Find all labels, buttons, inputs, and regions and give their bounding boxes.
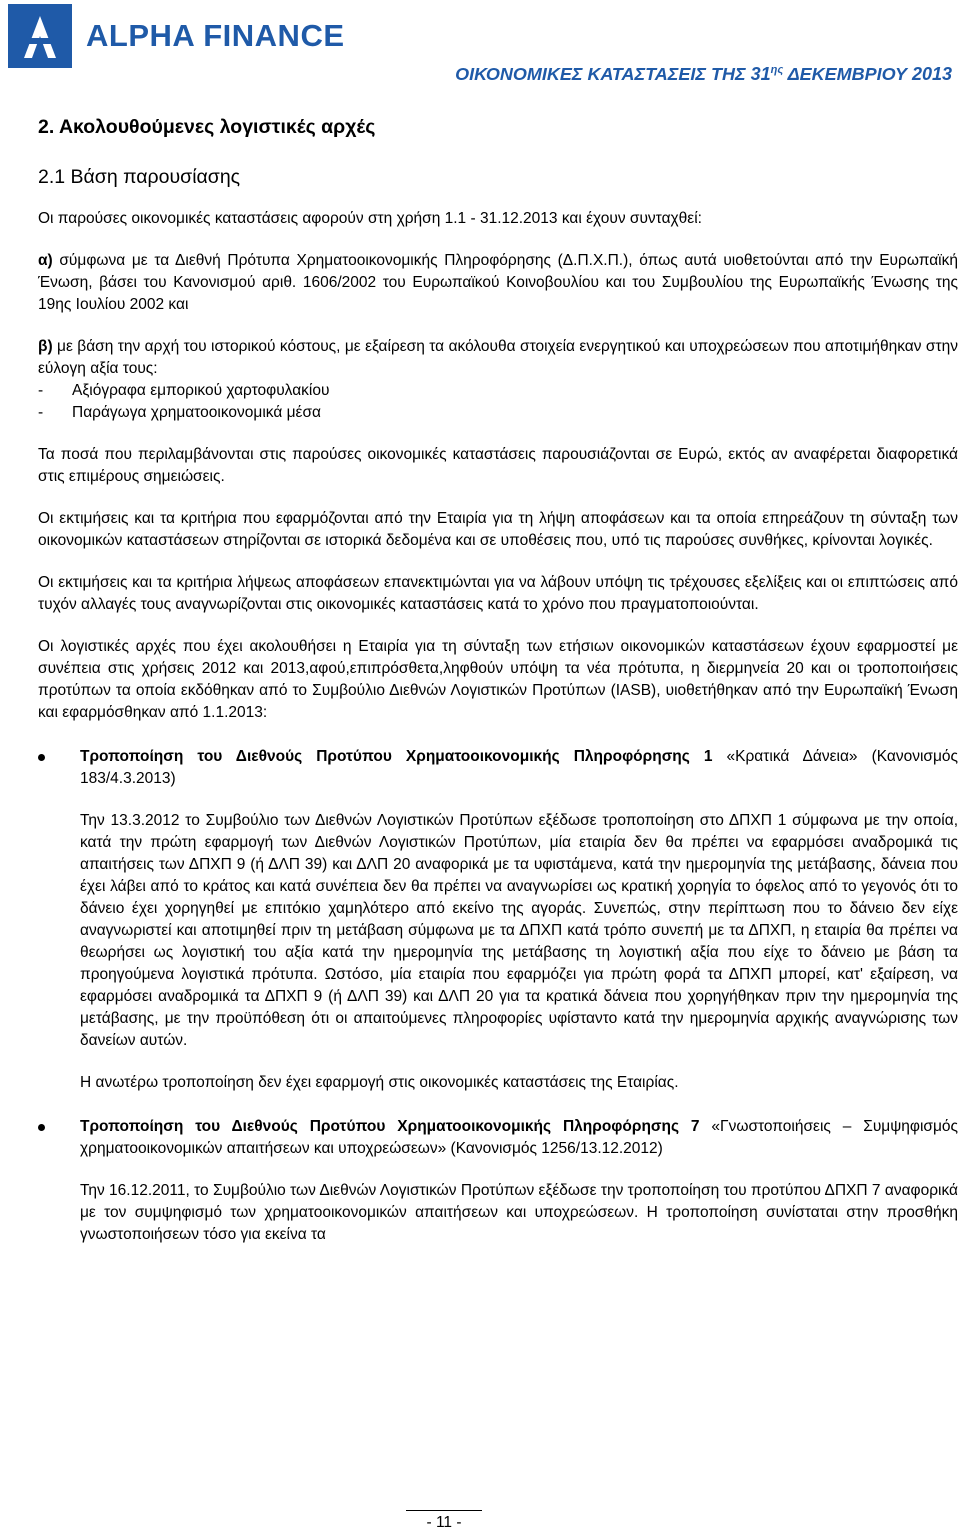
bullet-paragraph: Την 16.12.2011, το Συμβούλιο των Διεθνών Λογιστικών Προτύπων εξέδωσε την τροποποίηση του προτύπου ΔΠΧΠ 7 αναφορικά με τον συμψηφισμό των χρηματοοικονομικών απαιτήσεων και υποχρεώσεων. Η τροποποίηση συνίσταται στην προσθήκη γνωστοποιήσεων τόσο για εκείνα τα xyxy=(80,1182,958,1243)
item-a-paragraph: α) σύμφωνα με τα Διεθνή Πρότυπα Χρηματοοικονομικής Πληροφόρησης (Δ.Π.Χ.Π.), όπως αυτά υιοθετούνται από την Ευρωπαϊκή Ένωση, βάσει του Κανονισμού αριθ. 1606/2002 του Ευρωπαϊκού Κοινοβουλίου και του Συμβουλίου της Ευρωπαϊκής Ένωσης της 19ης Ιουλίου 2002 και xyxy=(38,252,958,313)
amounts-paragraph: Τα ποσά που περιλαμβάνονται στις παρούσες οικονομικές καταστάσεις παρουσιάζονται σε Ευρώ, εκτός αν αναφέρεται διαφορετικά στις επιμέρους σημειώσεις. xyxy=(38,446,958,485)
bullet-icon xyxy=(38,746,80,790)
estimates-review-paragraph: Οι εκτιμήσεις και τα κριτήρια λήψεως αποφάσεων επανεκτιμώνται για να λάβουν υπόψη τις τρέχουσες εξελίξεις και οι επιπτώσεις από τυχόν αλλαγές τους αναγνωρίζονται στις οικονομικές καταστάσεις κατά το χρόνο που πραγματοποιούνται. xyxy=(38,574,958,613)
estimates-paragraph: Οι εκτιμήσεις και τα κριτήρια που εφαρμόζονται από την Εταιρία για τη λήψη αποφάσεων και τα οποία επηρεάζουν τη σύνταξη των οικονομικών καταστάσεων στηρίζονται σε ιστορικά δεδομένα και σε υποθέσεις που, υπό τις παρούσες συνθήκες, κρίνονται λογικές. xyxy=(38,510,958,549)
list-item: - Παράγωγα χρηματοοικονομικά μέσα xyxy=(38,404,321,421)
bullet-paragraph: Την 13.3.2012 το Συμβούλιο των Διεθνών Λογιστικών Προτύπων εξέδωσε τροποποίηση στο ΔΠΧΠ 1 σύμφωνα με την οποία, κατά την πρώτη εφαρμογή των Διεθνών Λογιστικών Προτύπων, μία εταιρία δεν θα πρέπει να εφαρμόσει αναδρομικά τις απαιτήσεις των ΔΠΧΠ 9 (ή ΔΛΠ 39) και ΔΛΠ 20 αναφορικά με τα υφιστάμενα, κατά την ημερομηνία της μετάβασης, δάνεια που έχει λάβει από το κράτος και κατά συνέπεια δεν θα πρέπει να αναγνωρίσει ως κρατική χορηγία το όφελος από το γεγονός ότι το δάνειο έχει χορηγηθεί με επιτόκιο χαμηλότερο από εκείνο της αγοράς. Συνεπώς, στην περίπτωση που το δάνειο δεν είχε αναγνωριστεί και αποτιμηθεί πριν τη μετάβαση σύμφωνα με τα ΔΠΧΠ κατά τρόπο συνεπή με τα ΔΠΧΠ, η εταιρία θα πρέπει να θεωρήσει ως λογιστική του αξία κατά την ημερομηνία της μετάβασης τη λογιστική αξία που είχε το δάνειο με βάση τα προηγούμενα λογιστικά πρότυπα. Ωστόσο, μία εταιρία που εφαρμόζει για πρώτη φορά τα ΔΠΧΠ μπορεί, κατ' εξαίρεση, να εφαρμόσει αναδρομικά τα ΔΠΧΠ 9 (ή ΔΛΠ 39) και ΔΛΠ 20 για τα κρατικά δάνεια που χορηγήθηκαν πριν την ημερομηνία της μετάβασης, με την προϋπόθεση ότι οι απαιτούμενες πληροφορίες υφίσταντο κατά την ημερομηνία αρχικής αναγνώρισης των δανείων αυτών. xyxy=(80,812,958,1049)
company-logo xyxy=(8,4,345,68)
footer-divider xyxy=(406,1510,482,1511)
alpha-logo-icon xyxy=(8,4,72,68)
bullet-item xyxy=(38,1116,958,1160)
bullet-title: Τροποποίηση του Διεθνούς Προτύπου Χρηματοοικονομικής Πληροφόρησης 7 «Γνωστοποιήσεις – Συμψηφισμός χρηματοοικονομικών απαιτήσεων και υποχρεώσεων» (Κανονισμός 1256/13.12.2012) xyxy=(80,1118,958,1157)
bullet-paragraph: Η ανωτέρω τροποποίηση δεν έχει εφαρμογή στις οικονομικές καταστάσεις της Εταιρίας. xyxy=(80,1074,679,1091)
list-item: - Αξιόγραφα εμπορικού χαρτοφυλακίου xyxy=(38,382,330,399)
bullet-title: Τροποποίηση του Διεθνούς Προτύπου Χρηματοοικονομικής Πληροφόρησης 1 «Κρατικά Δάνεια» (Κανονισμός 183/4.3.2013) xyxy=(80,748,958,787)
document-body xyxy=(38,100,958,1246)
document-title: ΟΙΚΟΝΟΜΙΚΕΣ ΚΑΤΑΣΤΑΣΕΙΣ ΤΗΣ $31^{\eta\varsigma}$ ΔΕΚΕΜΒΡΙΟΥ 2013 xyxy=(455,64,952,84)
page-header xyxy=(0,0,960,92)
section-heading: 2. Ακολουθούμενες λογιστικές αρχές xyxy=(38,116,376,138)
intro-paragraph: Οι παρούσες οικονομικές καταστάσεις αφορούν στη χρήση 1.1 - 31.12.2013 και έχουν συνταχθεί: xyxy=(38,210,702,227)
page-number: - 11 - xyxy=(426,1514,462,1531)
subsection-heading: 2.1 Βάση παρουσίασης xyxy=(38,166,241,188)
dash-list xyxy=(38,380,958,424)
policies-paragraph: Οι λογιστικές αρχές που έχει ακολουθήσει η Εταιρία για τη σύνταξη των ετήσιων οικονομικών καταστάσεων έχουν εφαρμοστεί με συνέπεια στις χρήσεις 2012 και 2013,αφού,επιπρόσθετα,ληφθούν υπόψη τα νέα πρότυπα, η διερμηνεία 20 και οι τροποποιήσεις προτύπων τα οποία εκδόθηκαν από το Συμβούλιο Διεθνών Λογιστικών Προτύπων (IASB), υιοθετήθηκαν από την Ευρωπαϊκή Ένωση και εφαρμόσθηκαν από 1.1.2013: xyxy=(38,638,958,721)
bullet-icon xyxy=(38,1116,80,1160)
bullet-item xyxy=(38,746,958,790)
logo-text: ALPHA FINANCE xyxy=(86,18,345,53)
item-b-paragraph: β) με βάση την αρχή του ιστορικού κόστους, με εξαίρεση τα ακόλουθα στοιχεία ενεργητικού και υποχρεώσεων που αποτιμήθηκαν στην εύλογη αξία τους: xyxy=(38,338,958,377)
